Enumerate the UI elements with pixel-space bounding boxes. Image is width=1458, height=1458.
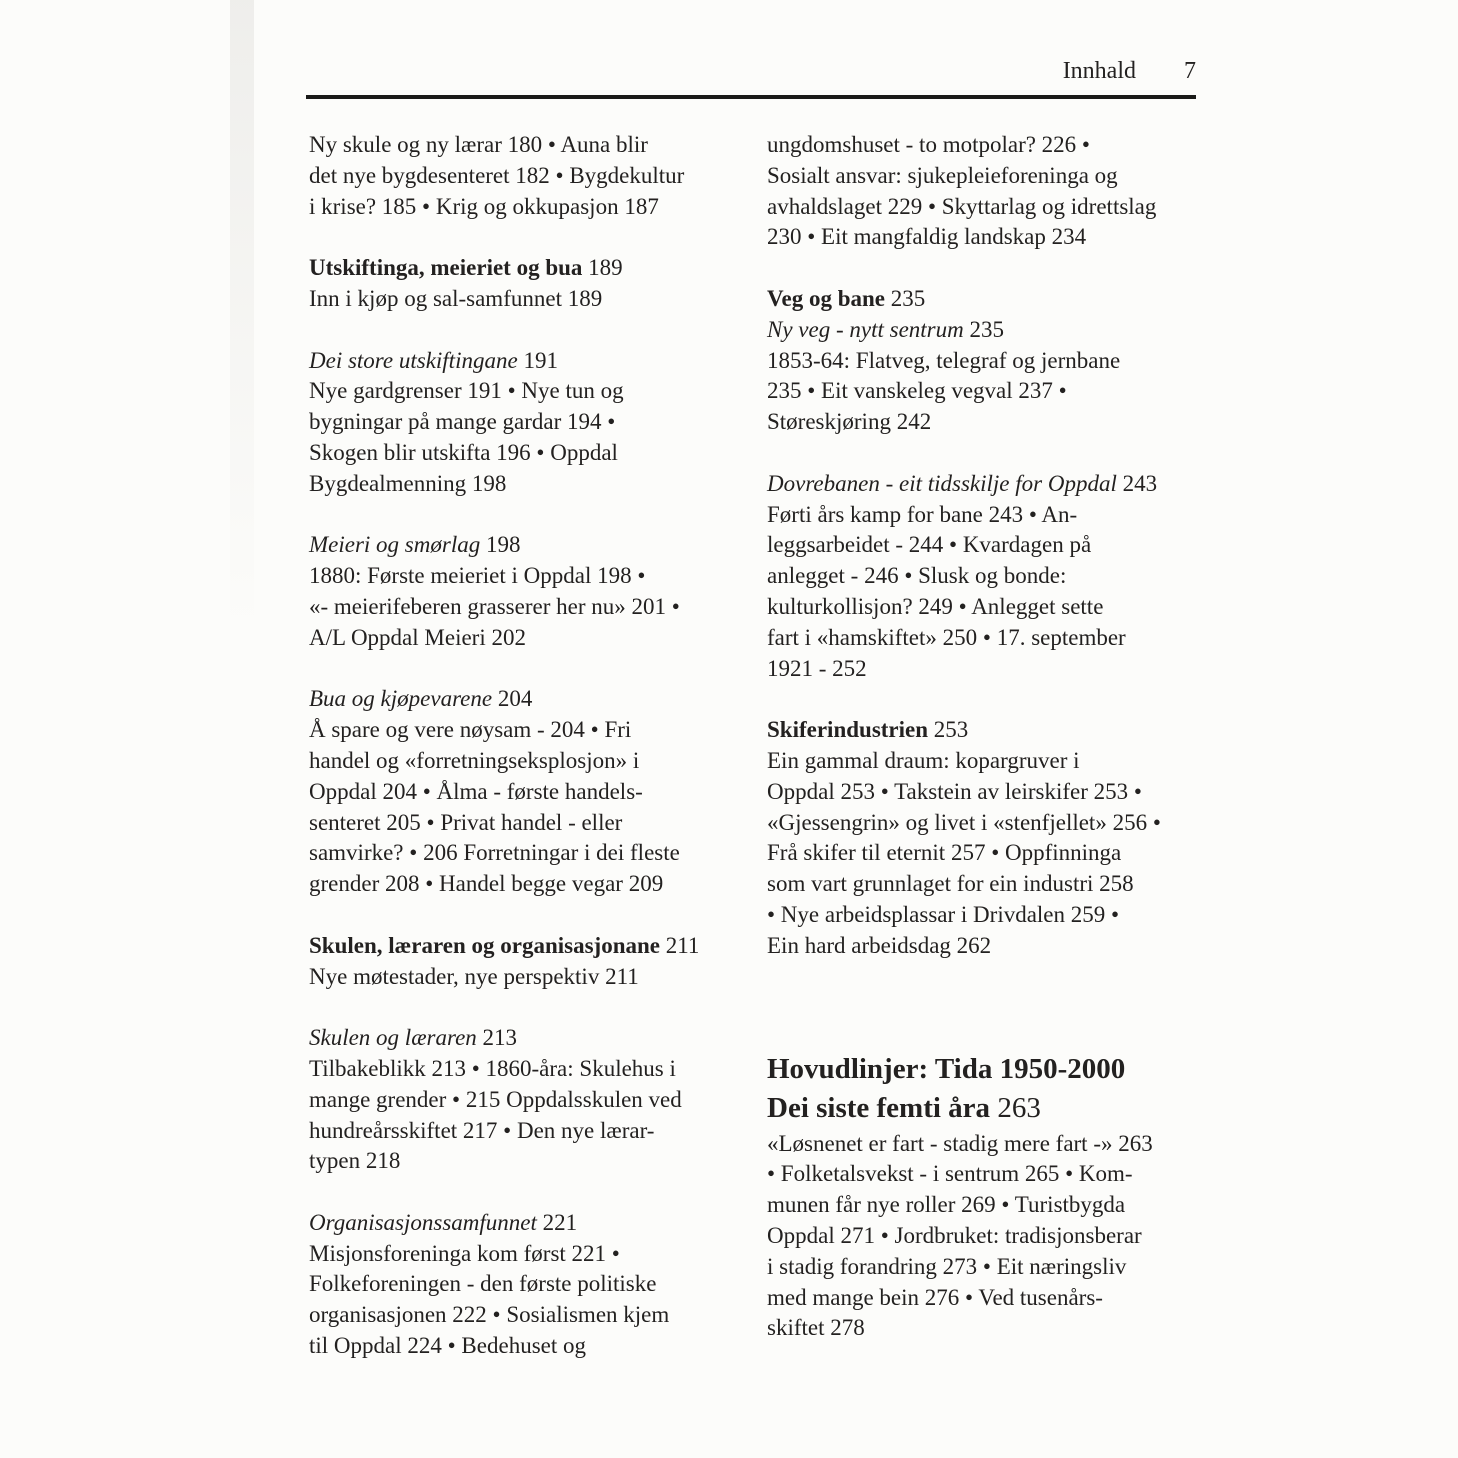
toc-line — [309, 838, 771, 869]
toc-block-subsection — [309, 1208, 771, 1362]
toc-line — [309, 346, 771, 377]
toc-text-segment: «Gjessengrin» og livet i «stenfjellet» 256 • — [767, 809, 1161, 835]
toc-text-segment: Inn i kjøp og sal-samfunnet 189 — [309, 285, 603, 311]
toc-line — [309, 192, 771, 223]
toc-text-segment: grender 208 • Handel begge vegar 209 — [309, 871, 664, 897]
toc-line — [767, 838, 1229, 869]
toc-line — [309, 715, 771, 746]
toc-text-segment: Bua og kjøpevarene — [309, 686, 498, 712]
toc-text-segment: ungdomshuset - to motpolar? 226 • — [767, 132, 1090, 157]
toc-line — [767, 222, 1229, 253]
toc-line — [309, 1085, 771, 1116]
toc-text-segment: Meieri og smørlag — [309, 532, 486, 558]
toc-line — [767, 1159, 1229, 1190]
toc-text-segment: skiftet 278 — [767, 1315, 865, 1341]
toc-line — [309, 931, 771, 962]
toc-text-segment: Bygdealmenning 198 — [309, 470, 507, 496]
toc-line — [309, 869, 771, 900]
toc-line — [767, 1089, 1229, 1129]
toc-text-segment: Misjonsforeninga kom først 221 • — [309, 1240, 620, 1266]
toc-text-segment: fart i «hamskiftet» 250 • 17. september — [767, 624, 1126, 650]
toc-block-subsection — [767, 469, 1229, 685]
toc-line — [309, 777, 771, 808]
toc-block-section — [767, 715, 1229, 961]
toc-text-segment: organisasjonen 222 • Sosialismen kjem — [309, 1302, 670, 1328]
toc-line — [767, 500, 1229, 531]
toc-text-segment: Dovrebanen - eit tidsskilje for Oppdal — [767, 470, 1123, 496]
toc-text-segment: Oppdal 204 • Ålma - første handels- — [309, 778, 643, 804]
toc-line — [309, 1054, 771, 1085]
toc-line — [767, 530, 1229, 561]
toc-line — [309, 253, 771, 284]
toc-line — [767, 654, 1229, 685]
page-number: 7 — [1184, 58, 1196, 84]
toc-text-segment: Frå skifer til eternit 257 • Oppfinninga — [767, 840, 1122, 866]
toc-block-paragraph — [767, 130, 1229, 253]
toc-line — [767, 376, 1229, 407]
toc-text-segment: anlegget - 246 • Slusk og bonde: — [767, 563, 1067, 589]
toc-text-segment: Hovudlinjer: Tida 1950-2000 — [767, 1052, 1126, 1085]
toc-text-segment: 253 — [933, 717, 969, 743]
toc-line — [309, 438, 771, 469]
toc-text-segment: 213 — [482, 1025, 518, 1051]
toc-line — [309, 469, 771, 500]
toc-text-segment: som vart grunnlaget for ein industri 258 — [767, 871, 1134, 897]
toc-text-segment: 243 — [1122, 470, 1158, 496]
running-header-title: Innhald — [1062, 58, 1136, 84]
toc-block-chapter — [767, 1050, 1229, 1345]
toc-line — [309, 684, 771, 715]
toc-line — [767, 900, 1229, 931]
running-header — [306, 56, 1196, 86]
toc-text-segment: med mange bein 276 • Ved tusenårs- — [767, 1284, 1103, 1310]
toc-text-segment: 189 — [588, 255, 623, 281]
toc-block-section — [309, 931, 771, 993]
toc-line — [309, 746, 771, 777]
toc-text-segment: mange grender • 215 Oppdalsskulen ved — [309, 1086, 682, 1112]
toc-line — [767, 315, 1229, 346]
toc-text-segment: Nye møtestader, nye perspektiv 211 — [309, 963, 639, 989]
toc-text-segment: 1853-64: Flatveg, telegraf og jernbane — [767, 347, 1121, 373]
toc-line — [309, 376, 771, 407]
toc-line — [309, 623, 771, 654]
toc-line — [767, 746, 1229, 777]
toc-text-segment: Ein gammal draum: kopargruver i — [767, 747, 1080, 773]
toc-text-segment: Førti års kamp for bane 243 • An- — [767, 501, 1078, 527]
scan-artifact-streak — [230, 0, 254, 640]
toc-line — [309, 530, 771, 561]
toc-line — [309, 1331, 771, 1362]
toc-text-segment: Å spare og vere nøysam - 204 • Fri — [309, 717, 632, 743]
toc-text-segment: samvirke? • 206 Forretningar i dei fleste — [309, 840, 680, 866]
toc-text-segment: «Løsnenet er fart - stadig mere fart -» 263 — [767, 1130, 1153, 1156]
toc-text-segment: senteret 205 • Privat handel - eller — [309, 809, 623, 835]
toc-line — [767, 1050, 1229, 1090]
toc-text-segment: Ny veg - nytt sentrum — [767, 316, 970, 342]
toc-text-segment: 191 — [523, 347, 558, 373]
toc-text-segment: 235 — [969, 316, 1004, 342]
toc-line — [767, 715, 1229, 746]
toc-line — [309, 592, 771, 623]
toc-text-segment: typen 218 — [309, 1148, 401, 1174]
toc-text-segment: Skulen og læraren — [309, 1025, 483, 1051]
toc-line — [309, 1269, 771, 1300]
toc-line — [767, 1190, 1229, 1221]
toc-line — [767, 1221, 1229, 1252]
toc-line — [767, 161, 1229, 192]
toc-text-segment: 1921 - 252 — [767, 655, 867, 681]
toc-text-segment: 198 — [485, 532, 521, 558]
toc-line — [767, 346, 1229, 377]
toc-text-segment: kulturkollisjon? 249 • Anlegget sette — [767, 593, 1104, 619]
toc-text-segment: i krise? 185 • Krig og okkupasjon 187 — [309, 193, 659, 219]
toc-column-left — [309, 130, 771, 1362]
toc-column-right — [767, 130, 1229, 1344]
toc-text-segment: det nye bygdesenteret 182 • Bygdekultur — [309, 162, 685, 188]
header-rule — [306, 95, 1196, 99]
toc-line — [309, 1208, 771, 1239]
toc-line — [767, 777, 1229, 808]
toc-line — [767, 561, 1229, 592]
toc-line — [309, 1023, 771, 1054]
toc-line — [309, 1300, 771, 1331]
toc-block-subsection — [309, 684, 771, 900]
toc-text-segment: A/L Oppdal Meieri 202 — [309, 624, 526, 650]
toc-line — [309, 561, 771, 592]
toc-text-segment: Skulen, læraren og organisasjonane — [309, 932, 666, 958]
toc-line — [309, 808, 771, 839]
toc-line — [767, 192, 1229, 223]
toc-text-segment: munen får nye roller 269 • Turistbygda — [767, 1192, 1126, 1218]
toc-line — [767, 623, 1229, 654]
toc-line — [767, 1313, 1229, 1344]
toc-line — [309, 407, 771, 438]
toc-text-segment: Sosialt ansvar: sjukepleieforeninga og — [767, 162, 1118, 188]
toc-text-segment: Støreskjøring 242 — [767, 409, 932, 435]
toc-block-paragraph — [309, 130, 771, 222]
toc-line — [767, 284, 1229, 315]
toc-line — [767, 469, 1229, 500]
toc-block-subsection — [309, 530, 771, 653]
toc-text-segment: Nye gardgrenser 191 • Nye tun og — [309, 378, 624, 404]
toc-text-segment: leggsarbeidet - 244 • Kvardagen på — [767, 532, 1092, 558]
toc-line — [309, 284, 771, 315]
toc-line — [767, 592, 1229, 623]
toc-text-segment: Organisasjonssamfunnet — [309, 1209, 543, 1235]
toc-line — [767, 931, 1229, 962]
toc-text-segment: avhaldslaget 229 • Skyttarlag og idrettslag — [767, 193, 1157, 219]
toc-text-segment: Dei store utskiftingane — [309, 347, 524, 373]
toc-line — [309, 1116, 771, 1147]
toc-text-segment: Tilbakeblikk 213 • 1860-åra: Skulehus i — [309, 1055, 676, 1081]
toc-text-segment: i stadig forandring 273 • Eit næringsliv — [767, 1253, 1127, 1279]
toc-text-segment: Skogen blir utskifta 196 • Oppdal — [309, 439, 618, 465]
toc-text-segment: • Nye arbeidsplassar i Drivdalen 259 • — [767, 901, 1120, 927]
toc-line — [309, 1239, 771, 1270]
toc-line — [309, 161, 771, 192]
toc-text-segment: • Folketalsvekst - i sentrum 265 • Kom- — [767, 1161, 1133, 1187]
toc-line — [767, 869, 1229, 900]
toc-block-subsection — [309, 1023, 771, 1177]
toc-text-segment: «- meierifeberen grasserer her nu» 201 • — [309, 593, 680, 619]
toc-text-segment: Veg og bane — [767, 285, 891, 311]
toc-line — [767, 407, 1229, 438]
toc-text-segment: Folkeforeningen - den første politiske — [309, 1271, 657, 1297]
toc-block-subsection — [309, 346, 771, 500]
toc-text-segment: Oppdal 253 • Takstein av leirskifer 253 • — [767, 778, 1142, 804]
toc-text-segment: Dei siste femti åra — [767, 1092, 998, 1125]
toc-text-segment: Ein hard arbeidsdag 262 — [767, 932, 992, 958]
toc-block-section — [767, 284, 1229, 438]
toc-text-segment: handel og «forretningseksplosjon» i — [309, 747, 640, 773]
toc-text-segment: 204 — [497, 686, 533, 712]
toc-text-segment: 235 — [890, 285, 926, 311]
toc-block-section — [309, 253, 771, 315]
toc-text-segment: bygningar på mange gardar 194 • — [309, 409, 616, 435]
toc-line — [767, 1129, 1229, 1160]
toc-text-segment: Skiferindustrien — [767, 717, 934, 743]
toc-text-segment: 221 — [542, 1209, 578, 1235]
toc-line — [767, 1283, 1229, 1314]
toc-text-segment: Ny skule og ny lærar 180 • Auna blir — [309, 132, 648, 157]
toc-line — [309, 130, 771, 161]
toc-text-segment: 230 • Eit mangfaldig landskap 234 — [767, 224, 1087, 250]
toc-text-segment: hundreårsskiftet 217 • Den nye lærar- — [309, 1117, 655, 1143]
toc-text-segment: 263 — [997, 1092, 1041, 1125]
toc-text-segment: Oppdal 271 • Jordbruket: tradisjonsberar — [767, 1222, 1142, 1248]
toc-line — [767, 1252, 1229, 1283]
toc-text-segment: 1880: Første meieriet i Oppdal 198 • — [309, 563, 646, 589]
toc-line — [767, 130, 1229, 161]
toc-text-segment: til Oppdal 224 • Bedehuset og — [309, 1333, 586, 1359]
toc-text-segment: Utskiftinga, meieriet og bua — [309, 255, 589, 281]
toc-text-segment: 235 • Eit vanskeleg vegval 237 • — [767, 378, 1067, 404]
toc-text-segment: 211 — [665, 932, 700, 958]
toc-line — [309, 962, 771, 993]
toc-line — [309, 1146, 771, 1177]
toc-line — [767, 808, 1229, 839]
